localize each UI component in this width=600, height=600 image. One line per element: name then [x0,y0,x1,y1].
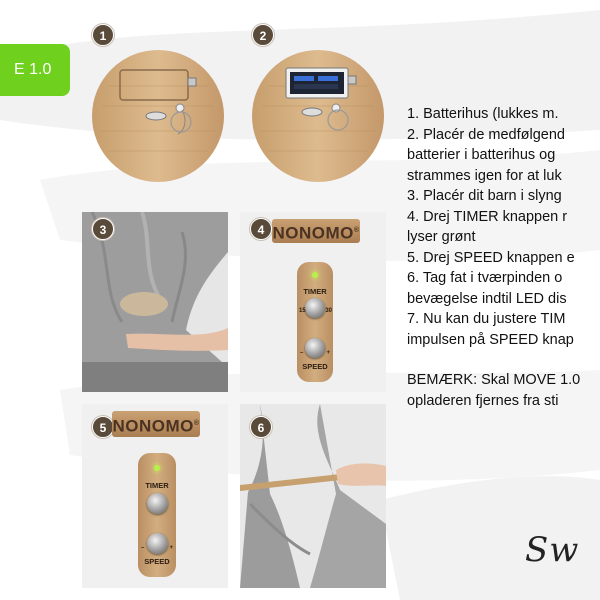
product-tab [0,44,70,96]
instruction-line: lyser grønt [407,229,476,245]
instruction-line: 6. Tag fat i tværpinden o [407,270,563,286]
timer-knob-step-5 [147,493,168,514]
instruction-line: 4. Drej TIMER knappen r [407,208,568,225]
step-number-2: 2 [252,24,274,46]
instruction-line: strammes igen for at luk [407,167,562,184]
control-panel-step-5: TIMER – + SPEED [138,453,176,577]
speed-label-step-5: SPEED [144,557,170,566]
instruction-line: 2. Placér de medfølgend [407,126,565,143]
instruction-line: bevægelse indtil LED dis [407,290,567,307]
speed-knob [305,338,325,358]
speed-label: SPEED [302,362,328,371]
led-indicator-step-5 [154,465,160,471]
nonomo-logo: NONOMO® [272,219,360,243]
signature: Sw [525,530,580,570]
led-indicator [312,272,318,278]
step-number-1: 1 [92,24,114,46]
instruction-line: 1. Batterihus (lukkes m. [407,106,559,122]
timer-label: TIMER [303,287,327,296]
step-2-photo [248,46,388,186]
instruction-line: impulsen på SPEED knap [407,331,574,348]
instructions-text [407,104,600,411]
instruction-line: batterier i batterihus og [407,147,556,163]
step-number-4: 4 [250,218,272,240]
nonomo-logo-step-5: NONOMO® [112,411,200,437]
step-number-3: 3 [92,218,114,240]
control-panel: TIMER 15 30 – + SPEED [297,262,333,382]
note-line: opladeren fjernes fra sti [407,392,559,409]
timer-label-step-5: TIMER [145,481,169,490]
step-number-5: 5 [92,416,114,438]
step-number-6: 6 [250,416,272,438]
step-1-photo [88,46,228,186]
nonomo-logo-text: NONOMO [272,223,354,243]
instruction-line: 5. Drej SPEED knappen e [407,249,575,266]
speed-knob-step-5 [147,533,168,554]
note-line: BEMÆRK: Skal MOVE 1.0 [407,372,581,388]
instruction-line: 7. Nu kan du justere TIM [407,311,566,327]
timer-knob [305,298,325,318]
nonomo-logo-text-step-5: NONOMO [112,416,194,436]
product-tab-label: E 1.0 [14,61,52,78]
instruction-line: 3. Placér dit barn i slyng [407,188,562,204]
